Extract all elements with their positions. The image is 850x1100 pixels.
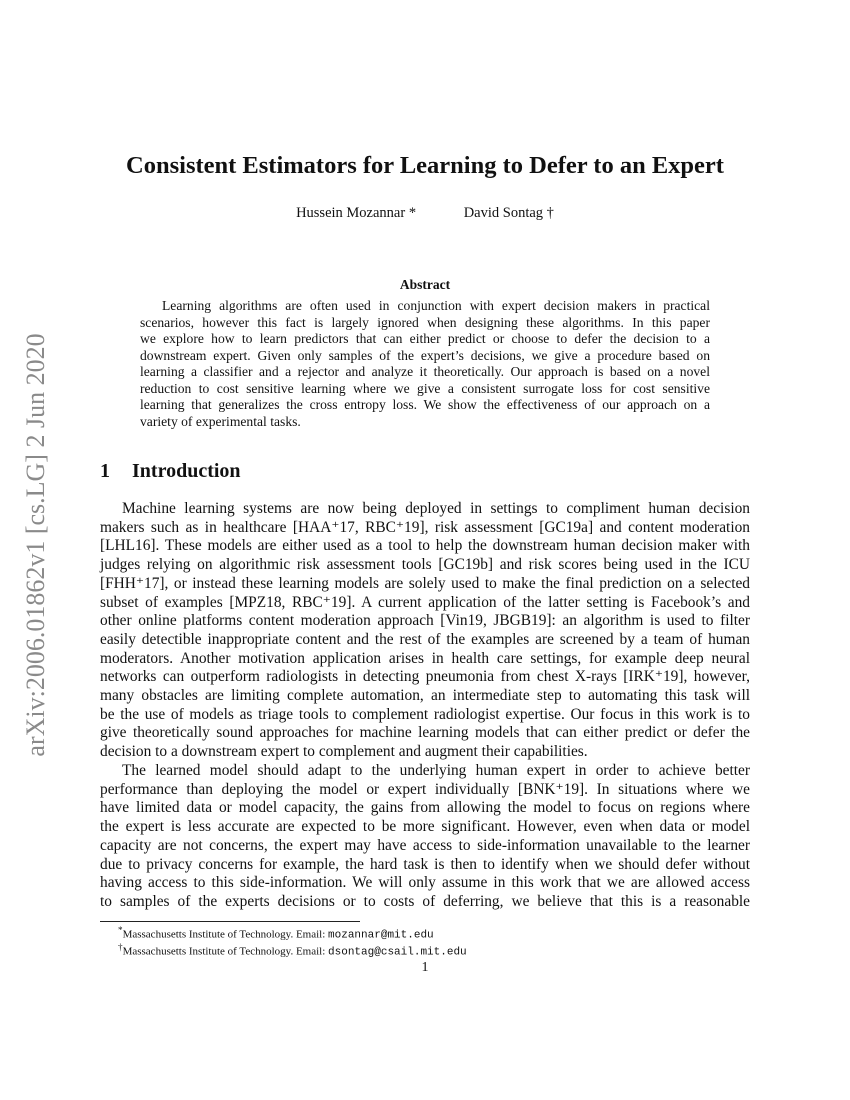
text-line: learning a classifier and a rejector and analyze it theoretically. Our approach is based on a novel [140, 364, 710, 379]
text-line: learning that generalizes the cross entropy loss. We show the effectiveness of our approach on a [140, 397, 710, 412]
text-line: Machine learning systems are now being deployed in settings to compliment human decision [122, 500, 750, 517]
text-line: having access to this side-information. We will only assume in this work that we are allowed access [100, 874, 750, 892]
text-line: [FHH⁺17], or instead these learning models are solely used to make the final prediction on a selected [100, 574, 750, 592]
text-line: makers such as in healthcare [HAA⁺17, RBC⁺19], risk assessment [GC19a] and content moderation [100, 518, 750, 536]
text-line: have limited data or model capacity, the gains from allowing the model to focus on regions where [100, 799, 750, 817]
text-line: the expert is less accurate are expected to be more significant. However, even when data or model [100, 818, 750, 836]
text-line: networks can outperform radiologists in detecting pneumonia from chest X-rays [IRK⁺19], however, [100, 668, 750, 686]
authors [0, 205, 850, 222]
text-line: judges relying on algorithmic risk assessment tools [GC19b] and risk scores being used in the ICU [100, 556, 750, 574]
text-line: decision to a downstream expert to complement and augment their capabilities. [100, 743, 588, 761]
abstract-body [140, 298, 710, 430]
text-line: many obstacles are limiting complete automation, an intermediate step to automating this task will [100, 687, 750, 705]
text-line: to samples of the experts decisions or to costs of deferring, we believe that this is a reasonable [100, 892, 750, 910]
text-line: scenarios, however this fact is largely ignored when designing these algorithms. In this paper [140, 314, 710, 330]
footnote-mark: † [118, 942, 123, 952]
text-line: other online platforms content moderation approach [Vin19, JBGB19]: an algorithm is used to filter [100, 612, 750, 630]
text-line: Learning algorithms are often used in conjunction with expert decision makers in practical [162, 298, 710, 313]
page-number: 1 [421, 960, 429, 975]
footnote [118, 942, 467, 959]
text-line: capacity are not concerns, the expert may have access to side-information unavailable to the learner [100, 836, 750, 854]
text-line: subset of examples [MPZ18, RBC⁺19]. A current application of the latter setting is Facebook’s and [100, 593, 750, 611]
text-line: performance than deploying the model or expert individually [BNK⁺19]. In situations where we [100, 780, 750, 798]
footnote-text: Massachusetts Institute of Technology. Email: [122, 928, 329, 941]
text-line: we explore how to learn predictors that can either predict or choose to defer the decision to a [140, 331, 710, 346]
text-line: reduction to cost sensitive learning where we give a consistent surrogate loss for cost sensitive [140, 380, 710, 396]
arxiv-stamp: arXiv:2006.01862v1 [cs.LG] 2 Jun 2020 [21, 333, 50, 757]
text-line: due to privacy concerns for example, the hard task is then to identify when we should defer without [100, 855, 750, 873]
paragraph [100, 762, 750, 912]
email-link[interactable]: dsontag@csail.mit.edu [328, 946, 467, 959]
text-line: be the use of models as triage tools to complement radiologist expertise. Our focus in this work is to [100, 705, 750, 723]
text-line: The learned model should adapt to the underlying human expert in order to achieve better [122, 762, 750, 779]
author: Hussein Mozannar * [296, 205, 417, 221]
footnote [118, 925, 434, 942]
text-line: give theoretically sound approaches for machine learning models that can either predict or defer the [100, 724, 750, 742]
text-line: moderators. Another motivation application arises in health care settings, for example deep neural [100, 649, 750, 667]
text-line: [LHL16]. These models are either used as a tool to help the downstream human decision maker with [100, 537, 750, 555]
section-heading [100, 460, 241, 483]
footnote-text: Massachusetts Institute of Technology. Email: [122, 945, 329, 958]
email-link[interactable]: mozannar@mit.edu [328, 929, 434, 942]
footnote-rule [100, 921, 360, 922]
paper-title: Consistent Estimators for Learning to Defer to an Expert [126, 152, 724, 179]
section-title: Introduction [132, 460, 241, 482]
paragraph [100, 500, 750, 762]
text-line: easily detectible inappropriate content and the rest of the examples are screened by a team of human [100, 630, 750, 648]
abstract-heading: Abstract [399, 277, 451, 292]
text-line: variety of experimental tasks. [140, 413, 301, 429]
author: David Sontag † [463, 205, 554, 221]
section-number: 1 [100, 460, 110, 482]
footnote-mark: * [118, 925, 123, 935]
text-line: downstream expert. Given only samples of the expert’s decisions, we give a procedure based on [140, 347, 710, 363]
